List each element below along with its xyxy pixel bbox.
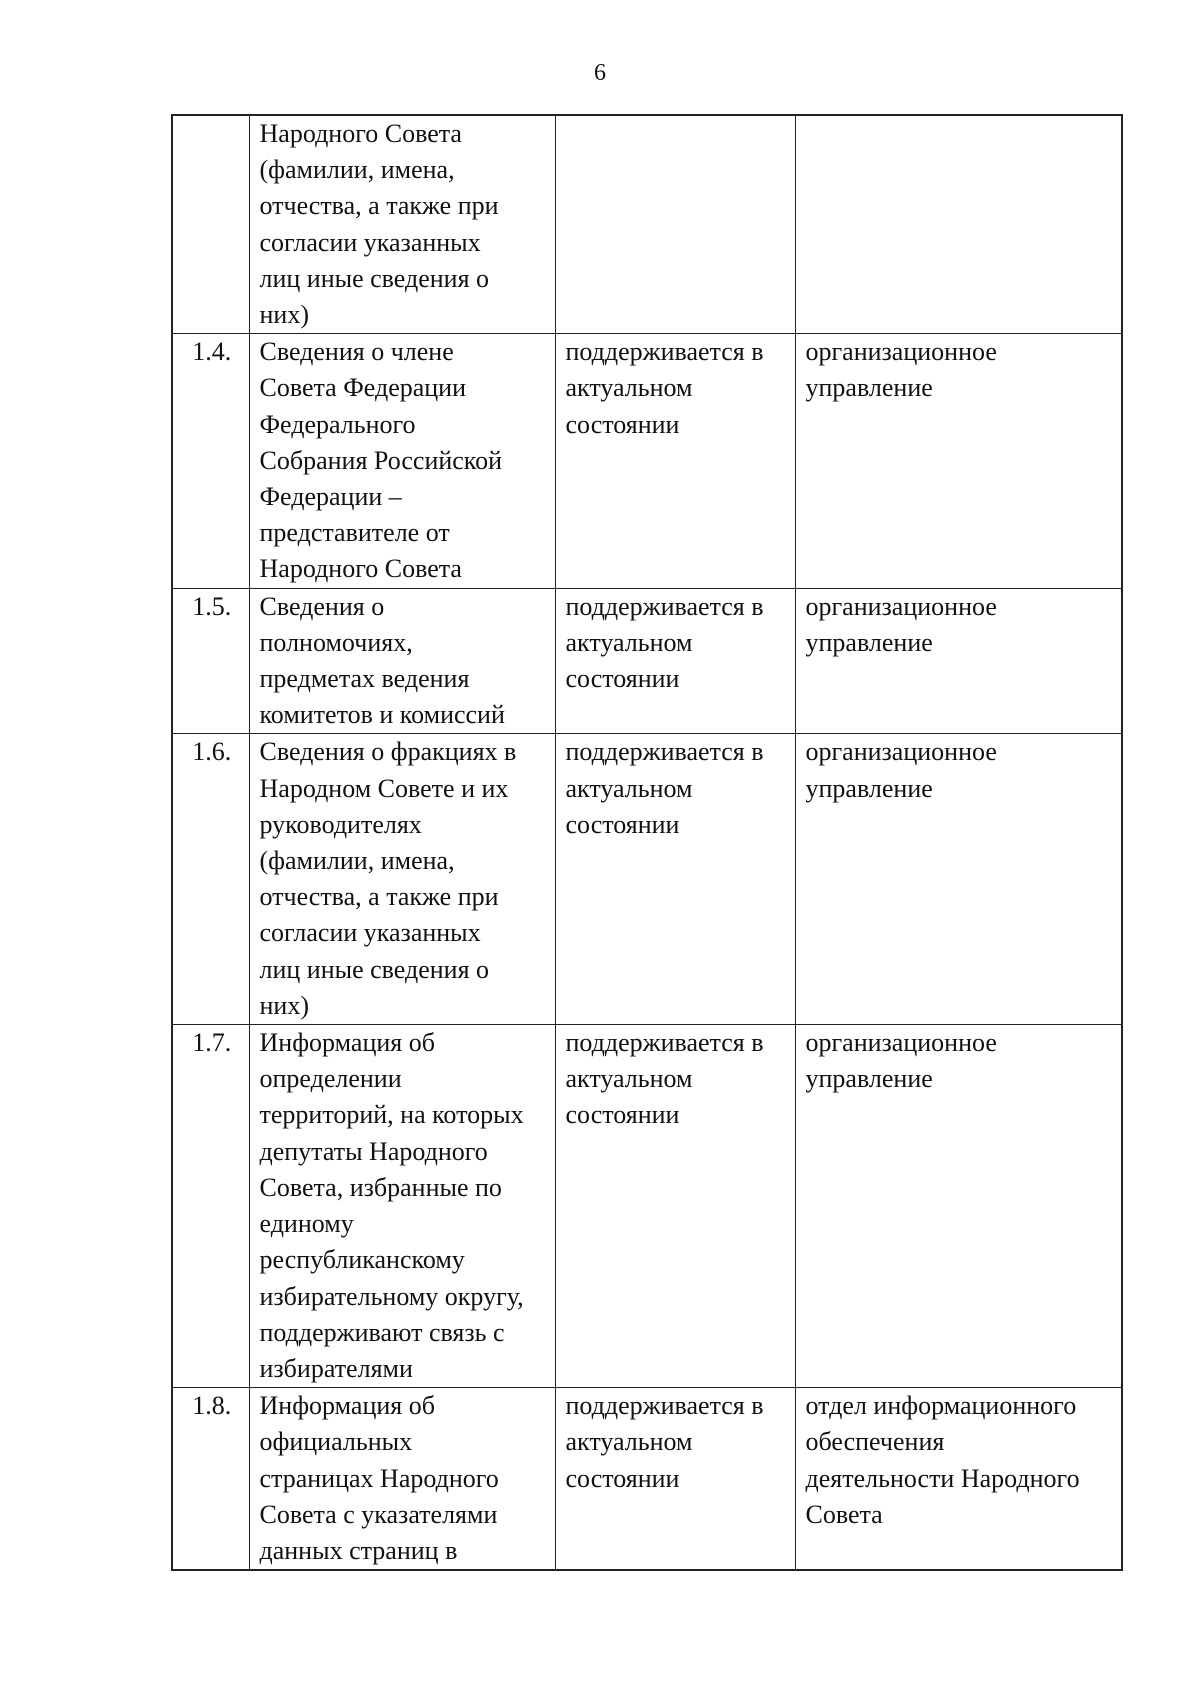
table-row: [172, 588, 1122, 734]
info-name-cell: Информация об официальных страницах Народного Совета с указателями данных страниц в: [249, 1388, 555, 1571]
periodicity-cell: поддерживается в актуальном состоянии: [555, 588, 795, 734]
row-number-cell: 1.8.: [172, 1388, 249, 1571]
responsible-cell: отдел информационного обеспечения деятельности Народного Совета: [795, 1388, 1122, 1571]
page-number: 6: [594, 60, 606, 86]
periodicity-cell: поддерживается в актуальном состоянии: [555, 1025, 795, 1388]
row-number-cell: 1.6.: [172, 734, 249, 1025]
row-number-cell: 1.7.: [172, 1025, 249, 1388]
table-row: [172, 115, 1122, 334]
periodicity-cell: поддерживается в актуальном состоянии: [555, 1388, 795, 1571]
row-number-cell: [172, 115, 249, 334]
row-number-cell: 1.5.: [172, 588, 249, 734]
periodicity-cell: поддерживается в актуальном состоянии: [555, 334, 795, 588]
info-name-cell: Сведения о полномочиях, предметах ведения комитетов и комиссий: [249, 588, 555, 734]
info-name-cell: Информация об определении территорий, на которых депутаты Народного Совета, избранные по единому республиканскому избирательному округу, поддерживают связь с избирателями: [249, 1025, 555, 1388]
responsible-cell: организационное управление: [795, 334, 1122, 588]
responsible-cell: организационное управление: [795, 734, 1122, 1025]
responsible-cell: [795, 115, 1122, 334]
table-row: [172, 734, 1122, 1025]
responsible-cell: организационное управление: [795, 588, 1122, 734]
table-row: [172, 334, 1122, 588]
info-name-cell: Народного Совета (фамилии, имена, отчества, а также при согласии указанных лиц иные сведения о них): [249, 115, 555, 334]
table-row: [172, 1025, 1122, 1388]
responsible-cell: организационное управление: [795, 1025, 1122, 1388]
table-row: [172, 1388, 1122, 1571]
info-table: [171, 114, 1123, 1571]
row-number-cell: 1.4.: [172, 334, 249, 588]
info-name-cell: Сведения о фракциях в Народном Совете и их руководителях (фамилии, имена, отчества, а также при согласии указанных лиц иные сведения о них): [249, 734, 555, 1025]
periodicity-cell: поддерживается в актуальном состоянии: [555, 734, 795, 1025]
periodicity-cell: [555, 115, 795, 334]
info-name-cell: Сведения о члене Совета Федерации Федерального Собрания Российской Федерации – представителе от Народного Совета: [249, 334, 555, 588]
